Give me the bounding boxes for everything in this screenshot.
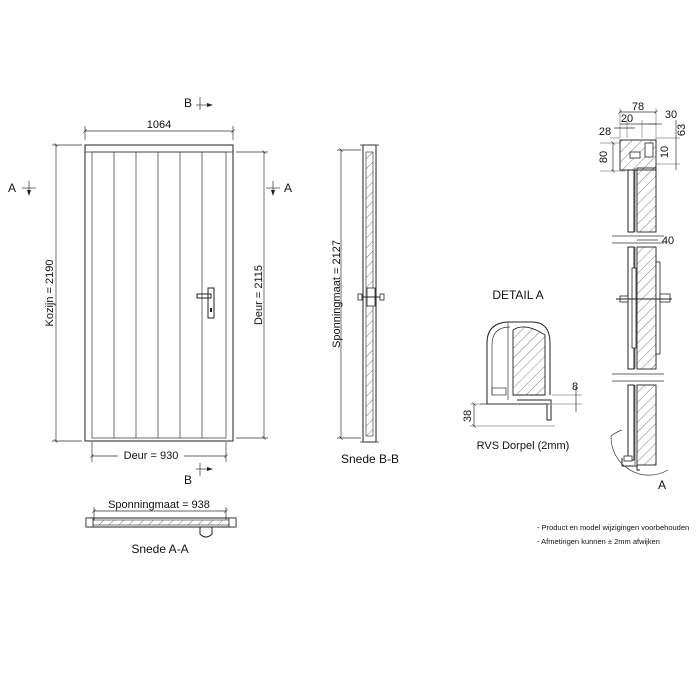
svg-text:B: B	[184, 473, 193, 487]
detail-dim-38: 38	[462, 409, 474, 423]
section-marker-b-bottom	[184, 463, 213, 487]
door-handle	[197, 288, 214, 318]
section-aa-title: Snede A-A	[131, 542, 189, 556]
dim-20: 20	[620, 113, 634, 125]
dim-63: 63	[676, 123, 688, 137]
section-marker-a-right	[266, 181, 292, 196]
note-line-2: - Afmetingen kunnen ± 2mm afwijken	[537, 537, 660, 546]
svg-text:B: B	[184, 96, 193, 110]
side-section	[598, 101, 688, 492]
door-frame	[85, 145, 233, 441]
notes	[537, 523, 689, 546]
svg-text:A: A	[284, 181, 293, 195]
dim-28: 28	[598, 126, 612, 138]
door-leaf	[92, 152, 226, 438]
section-aa	[86, 499, 236, 556]
front-width-label: 1064	[146, 119, 172, 131]
threshold-label: RVS Dorpel (2mm)	[476, 440, 570, 452]
frame-height-label: Kozijn = 2190	[44, 259, 56, 327]
detail-marker-a: A	[657, 478, 667, 492]
section-aa-dimension: Sponningmaat = 938	[108, 499, 210, 511]
detail-a	[462, 288, 582, 452]
door-height-label: Deur = 2115	[253, 264, 265, 326]
front-view	[8, 96, 292, 487]
door-planks	[114, 152, 202, 438]
section-bb-dimension: Sponningmaat = 2127	[331, 240, 343, 348]
svg-text:A: A	[8, 181, 17, 195]
section-bb-title: Snede B-B	[340, 452, 400, 466]
dim-40: 40	[661, 235, 675, 247]
detail-title: DETAIL A	[492, 288, 544, 302]
dim-10: 10	[659, 145, 671, 159]
note-line-1: - Product en model wijzigingen voorbehouden	[537, 523, 690, 532]
section-bb	[331, 145, 399, 466]
section-marker-a-left	[8, 181, 36, 196]
section-marker-b-top	[184, 96, 213, 110]
detail-dim-8: 8	[572, 381, 579, 393]
dim-30: 30	[664, 109, 678, 121]
dim-80: 80	[598, 150, 610, 164]
dim-78: 78	[631, 101, 645, 113]
door-width-label: Deur = 930	[123, 450, 179, 462]
